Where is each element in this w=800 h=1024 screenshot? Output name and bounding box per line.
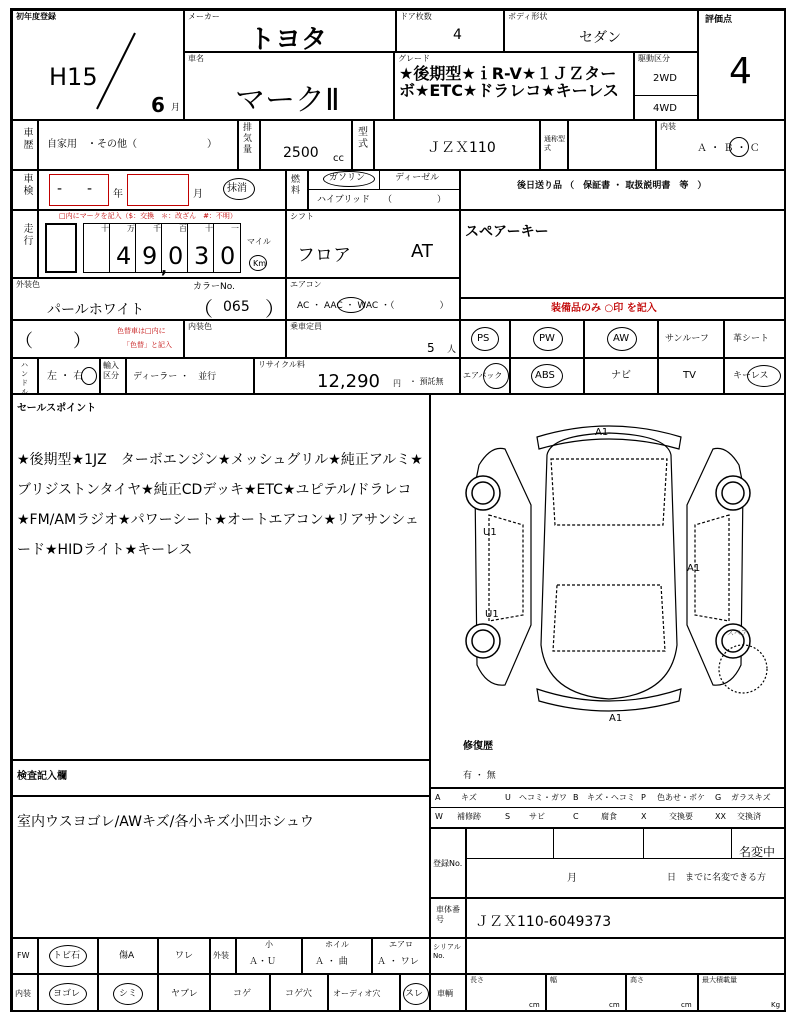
shift-cell	[286, 210, 460, 278]
max-load-label: 最大積載量	[702, 976, 737, 984]
max-load-unit: Kg	[771, 1001, 781, 1009]
reg-divider-1	[553, 829, 554, 859]
history-label: 車歴	[21, 127, 32, 151]
legend-desc-s: サビ	[529, 812, 545, 821]
color-no-paren-left: （	[193, 297, 213, 321]
chassis-value: ＪＺＸ110-6049373	[475, 914, 612, 930]
equip-pw-circle	[533, 327, 563, 351]
slash-mark	[93, 31, 143, 111]
equip-ps	[460, 320, 510, 358]
doors-label: ドア枚数	[400, 12, 432, 21]
equip-aw	[584, 320, 658, 358]
equip-navi	[584, 358, 658, 394]
interior-grade-value: Ａ ・ Ｂ ・ Ｃ	[697, 143, 760, 154]
color-no-value: 065	[223, 299, 250, 315]
interior-item-1	[38, 974, 98, 1012]
exterior-color-value: パールホワイト	[47, 302, 145, 318]
fw-item-2-label: 傷A	[119, 951, 135, 961]
doors-value: 4	[453, 27, 462, 43]
mileage-note: □内にマークを記入（$：交換 ＊：改ざん #：不明）	[59, 212, 237, 220]
common-model-value-cell	[568, 120, 656, 170]
inspection-month-unit: 月	[193, 189, 203, 200]
capacity-cell	[286, 320, 460, 358]
inspection-notes-label-cell	[12, 760, 430, 796]
first-reg-year: H15	[49, 63, 98, 91]
equipment-title-cell	[460, 298, 786, 320]
wheel-value: Ａ ・ 曲	[315, 957, 348, 967]
body-label: ボディ形状	[508, 12, 548, 21]
interior-item-6	[328, 974, 400, 1012]
score-label: 評価点	[705, 15, 733, 25]
mileage-label-cell	[12, 210, 38, 278]
height-unit: cm	[681, 1001, 692, 1009]
serial-label-cell	[430, 938, 466, 974]
color-no-label: カラーNo.	[193, 282, 235, 292]
sales-points-cell	[12, 394, 430, 760]
interior-item-5-label: コゲ穴	[285, 989, 313, 999]
legend-code-u: U	[505, 793, 511, 802]
length-cell	[466, 974, 546, 1012]
recycle-value: 12,290	[317, 371, 380, 392]
spare-label: スペア	[727, 629, 748, 637]
mark-right: A1	[687, 563, 701, 574]
car-name-label: 車名	[188, 54, 204, 63]
digit-unit-3: 千	[153, 224, 161, 233]
width-cell	[546, 974, 626, 1012]
aircon-cell	[286, 278, 460, 320]
history-value-cell	[38, 120, 238, 170]
drive-4wd: 4WD	[653, 103, 677, 114]
width-unit: cm	[609, 1001, 620, 1009]
aero-cell	[372, 938, 430, 974]
history-label-cell	[12, 120, 38, 170]
fw-label: FW	[17, 951, 30, 960]
car-name-cell	[184, 52, 394, 120]
mark-left-rear: U1	[485, 609, 499, 620]
fuel-label: 燃料	[291, 175, 301, 196]
legend-row-1	[431, 789, 785, 808]
interior-item-2	[98, 974, 158, 1012]
digit-unit-5: 十	[205, 224, 213, 233]
body-cell	[504, 10, 698, 52]
legend-row-2	[431, 808, 785, 827]
equip-keyless	[724, 358, 786, 394]
displacement-label-cell	[238, 120, 260, 170]
legend-code-w: W	[435, 812, 443, 821]
aircon-label: エアコン	[290, 280, 322, 289]
car-name-value: マークⅡ	[235, 83, 340, 118]
first-reg-label: 初年度登録	[16, 12, 56, 21]
registration-label: 登録No.	[433, 859, 463, 868]
gasoline-circle	[323, 171, 375, 187]
interior-item-7-label: スレ	[405, 989, 424, 999]
registration-day-note: 日 までに名変できる方	[667, 873, 767, 883]
width-label: 幅	[550, 976, 557, 984]
exterior-label: 外装	[213, 951, 229, 960]
repair-value: 有 ・ 無	[463, 771, 496, 781]
mileage-digits-box	[83, 223, 241, 277]
digit-value-2: 4	[116, 242, 132, 270]
equip-ps-circle	[471, 327, 499, 351]
equip-sunroof-label: サンルーフ	[665, 334, 709, 344]
cc-unit: cc	[333, 153, 344, 164]
spare-key-value: スペアーキー	[465, 224, 549, 240]
aero-value: Ａ ・ ワレ	[377, 957, 419, 967]
first-reg-month: 6	[151, 93, 165, 117]
import-value-cell	[126, 358, 254, 394]
first-registration-cell	[12, 10, 184, 120]
import-label: 輸入区分	[103, 361, 119, 380]
legend-desc-b: キズ・ヘコミ	[587, 793, 635, 802]
equip-ps-label: PS	[477, 333, 490, 344]
legend-desc-xx: 交換済	[737, 812, 761, 821]
import-label-cell	[100, 358, 126, 394]
interior-item-4-label: コゲ	[233, 989, 252, 999]
digit-cell-6	[214, 224, 240, 272]
score-value: 4	[729, 51, 752, 92]
exterior-small-cell	[236, 938, 302, 974]
interior-item-3	[158, 974, 210, 1012]
fw-item-1-label: トビ石	[53, 951, 81, 961]
equipment-title: 装備品のみ ○印 を記入	[551, 303, 657, 314]
recycle-cell	[254, 358, 460, 394]
equip-abs-circle	[531, 364, 563, 388]
interior-grade-label: 内装	[660, 122, 676, 131]
digit-cell-5	[188, 224, 214, 272]
expired-circle	[223, 178, 255, 200]
equip-aw-label: AW	[613, 333, 630, 344]
equip-airbag-label: エアバック	[463, 371, 503, 380]
name-change-label: 名変中	[739, 845, 776, 859]
legend-code-g: G	[715, 793, 722, 802]
mileage-mark-box	[45, 223, 77, 273]
model-label-cell	[352, 120, 374, 170]
equip-leather	[724, 320, 786, 358]
history-value: 自家用 ・その他（ ）	[47, 139, 217, 150]
interior-grade-cell	[656, 120, 786, 170]
color-change-note-2: 「色替」と記入	[123, 341, 172, 349]
fuel-divider	[379, 171, 380, 189]
spare-key-cell	[460, 210, 786, 298]
sales-points-label: セールスポイント	[17, 403, 97, 414]
km-circle	[249, 255, 267, 271]
digit-cell-2	[110, 224, 136, 272]
fuel-hybrid: ハイブリッド	[317, 195, 371, 205]
color-change-note-1: 色替車は□内に	[117, 327, 166, 335]
digit-unit-6: 一	[231, 224, 239, 233]
maker-value: トヨタ	[249, 25, 328, 55]
exterior-color-label: 外装色	[16, 280, 40, 289]
drive-2wd: 2WD	[653, 73, 677, 84]
equip-navi-label: ナビ	[611, 370, 631, 381]
digit-unit-2: 万	[127, 224, 135, 233]
interior-item-5	[270, 974, 328, 1012]
equip-leather-label: 革シート	[733, 334, 770, 344]
aircon-circle	[337, 297, 365, 313]
digit-value-3: 9	[142, 242, 158, 270]
equip-abs-label: ABS	[535, 370, 555, 381]
interior-item-7-circle	[403, 983, 429, 1005]
capacity-value: 5	[427, 341, 435, 355]
digit-value-5: 3	[194, 242, 210, 270]
drive-label: 駆動区分	[638, 54, 670, 63]
digit-cell-4	[162, 224, 188, 272]
legend-code-s: S	[505, 812, 511, 821]
digit-value-6: 0	[220, 242, 236, 270]
registration-number-row	[467, 829, 785, 859]
legend-code-xx: XX	[715, 812, 726, 821]
common-model-label-cell	[540, 120, 568, 170]
common-model-label: 通称型式	[544, 135, 565, 152]
handle-label-cell	[12, 358, 38, 394]
legend-desc-a: キズ	[461, 793, 477, 802]
digit-cell-3	[136, 224, 168, 277]
exterior-color-cell	[12, 278, 286, 320]
height-cell	[626, 974, 698, 1012]
digit-comma: ,	[161, 258, 168, 277]
grade-value: ★後期型★ｉR-V★１ＪＺターボ★ETC★ドラレコ★キーレス	[399, 64, 619, 100]
legend-desc-g: ガラスキズ	[731, 793, 771, 802]
inspection-label-cell	[12, 170, 38, 210]
handle-label: ハンドル	[21, 361, 28, 396]
drive-cell	[634, 52, 698, 120]
digit-cell-1	[84, 224, 110, 272]
fuel-gasoline: ガソリン	[329, 173, 366, 183]
interior-item-1-circle	[49, 983, 87, 1005]
interior-bottom-label: 内装	[15, 989, 31, 998]
reg-divider-2	[643, 829, 644, 859]
mark-rear: A1	[609, 713, 623, 724]
aircon-value: AC ・ AAC ・ WAC ・（ ）	[297, 301, 449, 311]
inspection-year-unit: 年	[113, 189, 123, 200]
inspection-dash-2: -	[87, 181, 93, 197]
equip-abs	[510, 358, 584, 394]
legend-code-a: A	[435, 793, 441, 802]
registration-month: 月	[567, 873, 577, 884]
exterior-small-value: Ａ・Ｕ	[249, 957, 277, 967]
height-label: 高さ	[630, 976, 644, 984]
equip-keyless-label: キーレス	[733, 371, 769, 381]
fw-label-cell	[12, 938, 38, 974]
mark-left-front: U1	[483, 527, 497, 538]
color-change-paren-right: ）	[73, 331, 91, 352]
exterior-label-cell	[210, 938, 236, 974]
body-value: セダン	[579, 30, 622, 46]
auction-sheet	[10, 8, 786, 1012]
documents-value: 後日送り品 （ 保証書 ・ 取扱説明書 等 ）	[517, 181, 707, 191]
interior-item-7	[400, 974, 430, 1012]
wheel-cell	[302, 938, 372, 974]
aero-label: エアロ	[389, 940, 413, 949]
equip-tv-label: TV	[683, 370, 696, 381]
equip-pw-label: PW	[539, 333, 555, 344]
color-change-paren-left: （	[15, 331, 33, 352]
damage-diagram-cell	[430, 394, 786, 788]
mark-front: A1	[595, 427, 609, 438]
documents-cell	[460, 170, 786, 210]
legend-desc-u: ヘコミ・ガワ	[519, 793, 567, 802]
rear-bumper	[537, 689, 681, 711]
recycle-label: リサイクル料	[258, 360, 305, 369]
capacity-unit: 人	[447, 345, 457, 355]
serial-value-cell	[466, 938, 786, 974]
fw-item-1	[38, 938, 98, 974]
interior-item-6-label: オーディオ穴	[333, 989, 381, 998]
frame-label: 車輌	[437, 989, 453, 998]
maker-cell	[184, 10, 396, 55]
fuel-value-cell	[308, 170, 460, 210]
legend-cell	[430, 788, 786, 828]
equip-airbag-circle	[483, 363, 509, 389]
recycle-unit: 円	[393, 379, 401, 388]
inspection-notes-text: 室内ウスヨゴレ/AWキズ/各小キズ小凹ホシュウ	[17, 814, 314, 830]
model-value-cell	[374, 120, 540, 170]
legend-code-c: C	[573, 812, 579, 821]
legend-code-x: X	[641, 812, 647, 821]
score-cell	[698, 10, 786, 120]
fw-item-1-circle	[49, 945, 87, 967]
interior-item-2-circle	[113, 983, 143, 1005]
chassis-label-cell	[430, 898, 466, 938]
fw-item-2	[98, 938, 158, 974]
fuel-hybrid-paren: （ ）	[383, 195, 447, 205]
legend-code-b: B	[573, 793, 579, 802]
equip-sunroof	[658, 320, 724, 358]
inspection-notes-body	[12, 796, 430, 938]
handle-circle	[81, 367, 97, 385]
grade-label: グレード	[398, 54, 430, 63]
interior-color-label: 内装色	[188, 322, 212, 331]
interior-item-2-label: シミ	[119, 989, 138, 999]
shift-label: シフト	[290, 212, 314, 221]
length-label: 長さ	[470, 976, 484, 984]
equip-tv	[658, 358, 724, 394]
car-body-outline	[541, 433, 677, 699]
month-unit: 月	[171, 103, 181, 113]
legend-desc-w: 補修跡	[457, 812, 481, 821]
windshield-outline	[551, 459, 667, 525]
interior-bottom-label-cell	[12, 974, 38, 1012]
color-change-cell	[12, 320, 184, 358]
length-unit: cm	[529, 1001, 540, 1009]
inspection-dash-1: -	[57, 181, 63, 197]
fuel-diesel: ディーゼル	[395, 173, 440, 183]
color-no-paren-right: ）	[265, 297, 285, 321]
rear-window-outline	[553, 585, 665, 651]
interior-grade-circle	[729, 137, 749, 157]
fuel-label-cell	[286, 170, 308, 210]
capacity-label: 乗車定員	[290, 322, 322, 331]
fuel-row-divider	[309, 189, 459, 190]
reg-divider-3	[731, 829, 732, 859]
digit-unit-1: 十	[101, 224, 109, 233]
registration-value-cell	[466, 828, 786, 898]
inspection-month-box	[127, 174, 189, 206]
inspection-value-cell	[38, 170, 286, 210]
fw-item-3	[158, 938, 210, 974]
wheel-label: ホイル	[325, 940, 349, 949]
equip-pw	[510, 320, 584, 358]
digit-unit-4: 百	[179, 224, 187, 233]
car-diagram	[431, 395, 785, 735]
interior-item-3-label: ヤブレ	[171, 989, 198, 999]
inspection-expired: 抹消	[227, 183, 247, 194]
mileage-mile: マイル	[247, 237, 271, 246]
equip-aw-circle	[607, 327, 637, 351]
import-value: ディーラー ・ 並行	[133, 372, 217, 382]
model-label: 型式	[358, 127, 368, 150]
handle-value-cell	[38, 358, 100, 394]
mileage-value-cell	[38, 210, 286, 278]
repair-label: 修復歴	[463, 741, 493, 752]
sales-points-text: ★後期型★1JZ ターボエンジン★メッシュグリル★純正アルミ★ブリジストンタイヤ★純正CDデッキ★ETC★ユピテル/ドラレコ★FM/AMラジオ★パワーシート★オートエアコン★リアサンシェード★HIDライト★キーレス	[17, 452, 423, 558]
interior-item-4	[210, 974, 270, 1012]
displacement-value-cell	[260, 120, 352, 170]
equip-keyless-circle	[747, 365, 781, 387]
maker-label: メーカー	[188, 12, 220, 21]
grade-cell	[394, 52, 634, 120]
legend-desc-p: 色あせ・ボケ	[657, 793, 705, 802]
handle-value: 左 ・ 右	[47, 371, 84, 382]
displacement-label: 排気量	[243, 123, 253, 155]
serial-label: シリアルNo.	[433, 943, 461, 960]
mileage-label: 走行	[21, 223, 32, 247]
digit-value-4: 0	[168, 242, 184, 270]
model-value: ＪＺＸ110	[427, 140, 496, 156]
legend-code-p: P	[641, 793, 646, 802]
chassis-label: 車体番号	[436, 905, 460, 924]
registration-label-cell	[430, 828, 466, 898]
interior-color-cell	[184, 320, 286, 358]
equip-airbag	[460, 358, 510, 394]
displacement-value: 2500	[283, 145, 319, 161]
mileage-km: Km	[253, 259, 267, 268]
interior-item-1-label: ヨゴレ	[53, 989, 81, 999]
front-bumper	[537, 426, 681, 449]
max-load-cell	[698, 974, 786, 1012]
legend-desc-x: 交換要	[669, 812, 693, 821]
inspection-notes-label: 検査記入欄	[17, 771, 67, 782]
doors-cell	[396, 10, 504, 52]
inspection-label: 車検	[21, 173, 32, 197]
chassis-value-cell	[466, 898, 786, 938]
recycle-deposit: ・ 預託無	[409, 377, 444, 386]
exterior-small-label: 小	[265, 940, 273, 949]
drive-divider	[635, 95, 697, 96]
legend-desc-c: 腐食	[601, 812, 617, 821]
fw-item-3-label: ワレ	[175, 951, 194, 961]
shift-position: フロア	[297, 245, 351, 266]
shift-type: AT	[411, 241, 433, 262]
frame-label-cell	[430, 974, 466, 1012]
